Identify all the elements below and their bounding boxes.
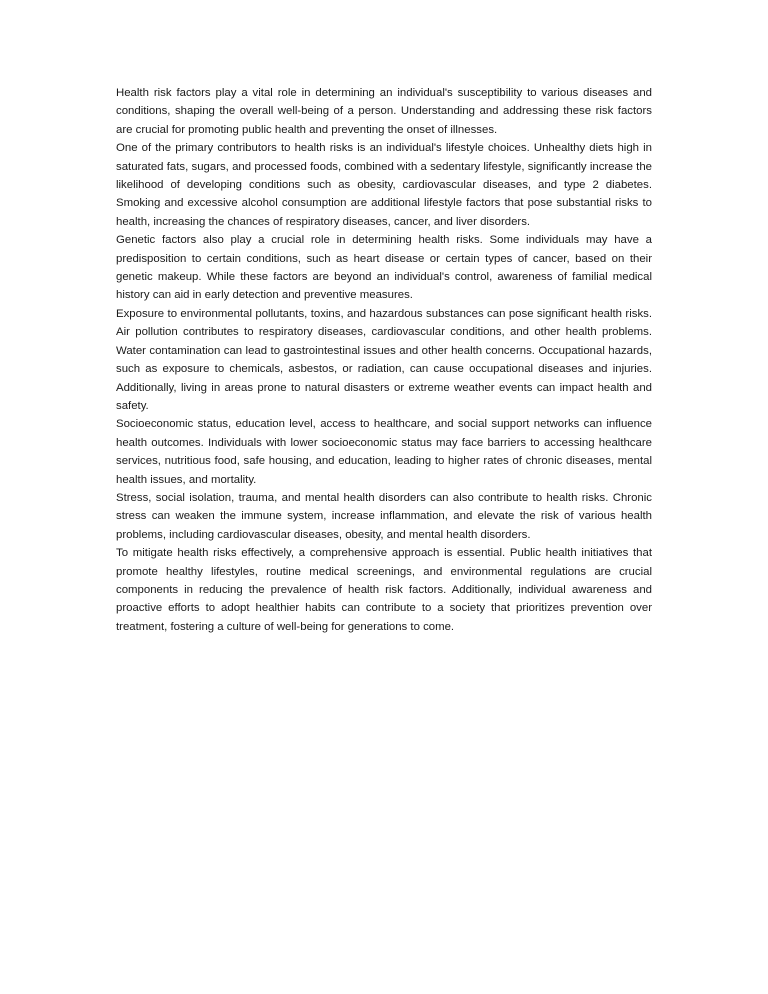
paragraph-stress: Stress, social isolation, trauma, and mental health disorders can also contribute to health risks. Chronic stress can weaken the immune system, increase inflammation, and elevate the risk of various health problems, including cardiovascular diseases, obesity, and mental health disorders. bbox=[116, 491, 652, 541]
paragraph-socioeconomic: Socioeconomic status, education level, access to healthcare, and social support networks can influence health outcomes. Individuals with lower socioeconomic status may face barriers to accessing healthcare services, nutritious food, safe housing, and education, leading to higher rates of chronic diseases, mental health issues, and mortality. bbox=[116, 418, 652, 486]
paragraph-mitigation: To mitigate health risks effectively, a comprehensive approach is essential. Public health initiatives that promote healthy lifestyles, routine medical screenings, and environmental regulations are crucial components in reducing the prevalence of health risk factors. Additionally, individual awareness and proactive efforts to adopt healthier habits can contribute to a society that prioritizes prevention over treatment, fostering a culture of well-being for generations to come. bbox=[116, 547, 652, 633]
paragraph-genetic: Genetic factors also play a crucial role in determining health risks. Some individuals may have a predisposition to certain conditions, such as heart disease or certain types of cancer, based on their genetic makeup. While these factors are beyond an individual's control, awareness of familial medical history can aid in early detection and preventive measures. bbox=[116, 234, 652, 302]
paragraph-intro: Health risk factors play a vital role in determining an individual's susceptibility to various diseases and conditions, shaping the overall well-being of a person. Understanding and addressing these risk factors are crucial for promoting public health and preventing the onset of illnesses. bbox=[116, 87, 652, 136]
paragraph-lifestyle: One of the primary contributors to health risks is an individual's lifestyle choices. Unhealthy diets high in saturated fats, sugars, and processed foods, combined with a sedentary lifestyle, significantly increase the likelihood of developing conditions such as obesity, cardiovascular diseases, and type 2 diabetes. Smoking and excessive alcohol consumption are additional lifestyle factors that pose substantial risks to health, increasing the chances of respiratory diseases, cancer, and liver disorders. bbox=[116, 142, 652, 228]
paragraph-environmental: Exposure to environmental pollutants, toxins, and hazardous substances can pose significant health risks. Air pollution contributes to respiratory diseases, cardiovascular conditions, and other health problems. Water contamination can lead to gastrointestinal issues and other health concerns. Occupational hazards, such as exposure to chemicals, asbestos, or radiation, can cause occupational diseases and injuries. Additionally, living in areas prone to natural disasters or extreme weather events can impact health and safety. bbox=[116, 307, 652, 412]
document-page bbox=[116, 84, 652, 636]
